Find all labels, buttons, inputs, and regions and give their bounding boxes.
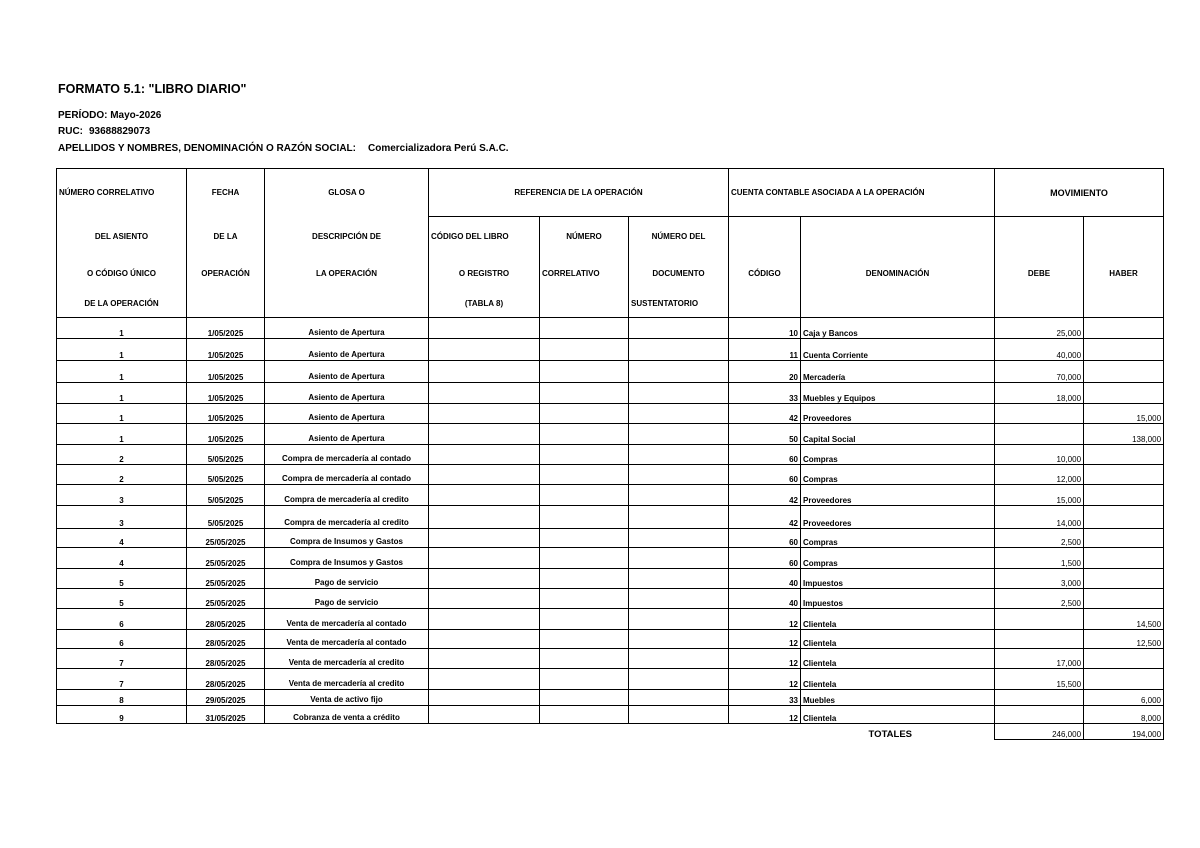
row-haber: 6,000	[1084, 690, 1164, 706]
row-fecha: 1/05/2025	[187, 424, 265, 445]
razon-social-line	[58, 143, 509, 154]
row-numero-doc	[629, 548, 729, 569]
row-codigo-libro	[429, 649, 540, 669]
row-codigo-libro	[429, 630, 540, 649]
row-codigo-libro	[429, 318, 540, 339]
row-debe	[995, 609, 1084, 630]
row-numero-doc	[629, 649, 729, 669]
row-debe: 12,000	[995, 465, 1084, 485]
ledger-body	[57, 318, 1164, 724]
row-fecha: 1/05/2025	[187, 361, 265, 383]
row-codigo: 40	[729, 569, 801, 589]
row-codigo: 12	[729, 649, 801, 669]
row-numero: 9	[57, 706, 187, 724]
row-haber: 8,000	[1084, 706, 1164, 724]
row-denominacion: Clientela	[801, 630, 995, 649]
row-glosa: Venta de mercadería al credito	[265, 669, 429, 690]
row-fecha: 25/05/2025	[187, 589, 265, 609]
row-glosa: Compra de mercadería al credito	[265, 506, 429, 529]
row-numero-doc	[629, 339, 729, 361]
row-numero-corr	[540, 361, 629, 383]
row-codigo: 10	[729, 318, 801, 339]
row-codigo-libro	[429, 465, 540, 485]
row-numero-corr	[540, 465, 629, 485]
header-codigo-libro-2: O REGISTRO	[429, 257, 540, 291]
row-codigo: 60	[729, 465, 801, 485]
row-numero-corr	[540, 649, 629, 669]
row-codigo-libro	[429, 569, 540, 589]
row-codigo: 40	[729, 589, 801, 609]
row-glosa: Asiento de Apertura	[265, 424, 429, 445]
row-numero-doc	[629, 318, 729, 339]
row-numero-doc	[629, 706, 729, 724]
row-denominacion: Proveedores	[801, 506, 995, 529]
header-glosa-3: LA OPERACIÓN	[265, 257, 429, 291]
row-codigo-libro	[429, 548, 540, 569]
row-numero-corr	[540, 404, 629, 424]
row-haber	[1084, 485, 1164, 506]
table-row	[57, 649, 1164, 669]
row-haber	[1084, 445, 1164, 465]
row-debe	[995, 706, 1084, 724]
row-denominacion: Capital Social	[801, 424, 995, 445]
table-row	[57, 589, 1164, 609]
row-codigo-libro	[429, 339, 540, 361]
row-glosa: Compra de mercadería al contado	[265, 445, 429, 465]
row-codigo: 33	[729, 383, 801, 404]
row-debe: 1,500	[995, 548, 1084, 569]
row-denominacion: Muebles	[801, 690, 995, 706]
table-row	[57, 318, 1164, 339]
row-numero-corr	[540, 690, 629, 706]
row-numero-doc	[629, 465, 729, 485]
row-numero: 3	[57, 485, 187, 506]
row-numero-doc	[629, 609, 729, 630]
row-debe	[995, 424, 1084, 445]
row-haber	[1084, 669, 1164, 690]
row-numero-corr	[540, 569, 629, 589]
row-haber	[1084, 383, 1164, 404]
row-denominacion: Mercadería	[801, 361, 995, 383]
row-haber: 138,000	[1084, 424, 1164, 445]
header-fecha-2: DE LA	[187, 217, 265, 257]
header-row-1	[57, 169, 1164, 217]
ruc-value: 93688829073	[89, 126, 151, 137]
row-fecha: 31/05/2025	[187, 706, 265, 724]
row-codigo: 33	[729, 690, 801, 706]
row-codigo-libro	[429, 609, 540, 630]
row-numero: 2	[57, 445, 187, 465]
row-numero-doc	[629, 669, 729, 690]
row-debe: 17,000	[995, 649, 1084, 669]
row-numero: 2	[57, 465, 187, 485]
row-numero-corr	[540, 383, 629, 404]
header-fecha-3: OPERACIÓN	[187, 257, 265, 291]
row-numero-doc	[629, 383, 729, 404]
header-numero-3: O CÓDIGO ÚNICO	[57, 257, 187, 291]
row-glosa: Compra de mercadería al credito	[265, 485, 429, 506]
row-codigo: 12	[729, 609, 801, 630]
table-row	[57, 404, 1164, 424]
row-fecha: 25/05/2025	[187, 548, 265, 569]
row-codigo-libro	[429, 445, 540, 465]
row-numero-corr	[540, 485, 629, 506]
row-denominacion: Compras	[801, 529, 995, 548]
row-fecha: 28/05/2025	[187, 630, 265, 649]
row-debe: 25,000	[995, 318, 1084, 339]
row-denominacion: Impuestos	[801, 589, 995, 609]
row-denominacion: Clientela	[801, 609, 995, 630]
row-numero-corr	[540, 589, 629, 609]
row-glosa: Cobranza de venta a crédito	[265, 706, 429, 724]
table-row	[57, 445, 1164, 465]
row-debe	[995, 630, 1084, 649]
totals-row	[57, 724, 1164, 740]
row-codigo: 60	[729, 529, 801, 548]
row-codigo: 42	[729, 485, 801, 506]
row-haber	[1084, 465, 1164, 485]
row-codigo-libro	[429, 529, 540, 548]
row-numero-corr	[540, 548, 629, 569]
document-title: FORMATO 5.1: "LIBRO DIARIO"	[58, 82, 247, 96]
header-numero-doc-3: SUSTENTATORIO	[629, 291, 729, 318]
row-denominacion: Compras	[801, 465, 995, 485]
row-numero: 1	[57, 424, 187, 445]
row-fecha: 25/05/2025	[187, 529, 265, 548]
header-numero-corr-1: NÚMERO	[540, 217, 629, 257]
row-numero: 1	[57, 339, 187, 361]
row-haber: 12,500	[1084, 630, 1164, 649]
row-numero: 8	[57, 690, 187, 706]
header-cuenta: CUENTA CONTABLE ASOCIADA A LA OPERACIÓN	[729, 169, 995, 217]
row-debe: 14,000	[995, 506, 1084, 529]
header-glosa-2: DESCRIPCIÓN DE	[265, 217, 429, 257]
row-fecha: 5/05/2025	[187, 485, 265, 506]
row-codigo: 50	[729, 424, 801, 445]
row-glosa: Pago de servicio	[265, 569, 429, 589]
row-haber	[1084, 318, 1164, 339]
row-fecha: 28/05/2025	[187, 609, 265, 630]
row-debe	[995, 404, 1084, 424]
row-fecha: 28/05/2025	[187, 669, 265, 690]
row-haber	[1084, 529, 1164, 548]
row-debe: 15,500	[995, 669, 1084, 690]
row-fecha: 5/05/2025	[187, 506, 265, 529]
header-numero-1: NÚMERO CORRELATIVO	[57, 169, 187, 217]
row-numero-corr	[540, 609, 629, 630]
header-debe: DEBE	[995, 257, 1084, 291]
row-numero: 3	[57, 506, 187, 529]
header-denominacion: DENOMINACIÓN	[801, 257, 995, 291]
row-debe: 15,000	[995, 485, 1084, 506]
row-denominacion: Impuestos	[801, 569, 995, 589]
header-haber: HABER	[1084, 257, 1164, 291]
row-glosa: Venta de activo fijo	[265, 690, 429, 706]
row-debe: 10,000	[995, 445, 1084, 465]
header-movimiento: MOVIMIENTO	[995, 169, 1164, 217]
row-numero-doc	[629, 630, 729, 649]
row-numero-corr	[540, 706, 629, 724]
row-debe: 2,500	[995, 529, 1084, 548]
totals-label: TOTALES	[868, 728, 913, 740]
header-numero-4: DE LA OPERACIÓN	[57, 291, 187, 318]
table-row	[57, 383, 1164, 404]
table-row	[57, 485, 1164, 506]
row-glosa: Compra de Insumos y Gastos	[265, 529, 429, 548]
header-numero-doc-2: DOCUMENTO	[629, 257, 729, 291]
row-codigo: 12	[729, 669, 801, 690]
row-numero-corr	[540, 445, 629, 465]
row-denominacion: Proveedores	[801, 404, 995, 424]
row-numero-doc	[629, 690, 729, 706]
row-glosa: Venta de mercadería al contado	[265, 630, 429, 649]
row-fecha: 1/05/2025	[187, 339, 265, 361]
row-numero: 4	[57, 529, 187, 548]
row-numero-corr	[540, 339, 629, 361]
row-haber: 15,000	[1084, 404, 1164, 424]
row-debe: 2,500	[995, 589, 1084, 609]
row-debe: 3,000	[995, 569, 1084, 589]
table-row	[57, 424, 1164, 445]
row-numero: 6	[57, 609, 187, 630]
row-numero-doc	[629, 404, 729, 424]
row-fecha: 25/05/2025	[187, 569, 265, 589]
table-row	[57, 548, 1164, 569]
row-codigo-libro	[429, 383, 540, 404]
table-row	[57, 465, 1164, 485]
row-numero-doc	[629, 361, 729, 383]
row-numero: 1	[57, 383, 187, 404]
row-numero: 4	[57, 548, 187, 569]
ruc-line	[58, 126, 150, 137]
row-numero: 7	[57, 649, 187, 669]
row-numero-doc	[629, 485, 729, 506]
razon-social-value: Comercializadora Perú S.A.C.	[367, 143, 509, 154]
row-codigo-libro	[429, 690, 540, 706]
header-numero-2: DEL ASIENTO	[57, 217, 187, 257]
row-debe: 18,000	[995, 383, 1084, 404]
row-codigo: 20	[729, 361, 801, 383]
libro-diario-table	[56, 168, 1164, 740]
row-fecha: 5/05/2025	[187, 465, 265, 485]
header-codigo-libro-3: (TABLA 8)	[429, 291, 540, 318]
row-haber	[1084, 506, 1164, 529]
row-codigo: 60	[729, 548, 801, 569]
row-numero-doc	[629, 445, 729, 465]
row-denominacion: Clientela	[801, 706, 995, 724]
table-row	[57, 706, 1164, 724]
header-glosa-1: GLOSA O	[265, 169, 429, 217]
row-denominacion: Compras	[801, 445, 995, 465]
row-codigo: 42	[729, 404, 801, 424]
row-numero: 5	[57, 569, 187, 589]
row-glosa: Asiento de Apertura	[265, 339, 429, 361]
row-codigo: 12	[729, 706, 801, 724]
ruc-label: RUC:	[58, 126, 83, 137]
row-debe: 70,000	[995, 361, 1084, 383]
row-codigo: 12	[729, 630, 801, 649]
row-glosa: Pago de servicio	[265, 589, 429, 609]
row-codigo-libro	[429, 424, 540, 445]
row-numero-corr	[540, 630, 629, 649]
header-referencia: REFERENCIA DE LA OPERACIÓN	[429, 169, 729, 217]
row-denominacion: Clientela	[801, 649, 995, 669]
header-numero-corr-2: CORRELATIVO	[540, 257, 629, 291]
row-numero: 5	[57, 589, 187, 609]
row-haber	[1084, 548, 1164, 569]
table-row	[57, 506, 1164, 529]
row-glosa: Compra de Insumos y Gastos	[265, 548, 429, 569]
row-denominacion: Proveedores	[801, 485, 995, 506]
row-numero-corr	[540, 669, 629, 690]
row-codigo: 42	[729, 506, 801, 529]
row-haber	[1084, 649, 1164, 669]
row-haber	[1084, 361, 1164, 383]
row-haber: 14,500	[1084, 609, 1164, 630]
row-numero-doc	[629, 529, 729, 548]
table-row	[57, 339, 1164, 361]
row-glosa: Venta de mercadería al credito	[265, 649, 429, 669]
row-glosa: Asiento de Apertura	[265, 383, 429, 404]
row-codigo-libro	[429, 404, 540, 424]
row-codigo-libro	[429, 506, 540, 529]
row-debe: 40,000	[995, 339, 1084, 361]
row-haber	[1084, 589, 1164, 609]
row-fecha: 28/05/2025	[187, 649, 265, 669]
row-denominacion: Muebles y Equipos	[801, 383, 995, 404]
table-row	[57, 361, 1164, 383]
table-row	[57, 609, 1164, 630]
totals-debe: 246,000	[995, 724, 1084, 740]
row-numero-doc	[629, 569, 729, 589]
row-numero-corr	[540, 318, 629, 339]
table-row	[57, 569, 1164, 589]
header-row-4	[57, 291, 1164, 318]
header-fecha-1: FECHA	[187, 169, 265, 217]
row-codigo: 11	[729, 339, 801, 361]
header-row-3	[57, 257, 1164, 291]
row-glosa: Venta de mercadería al contado	[265, 609, 429, 630]
row-numero-corr	[540, 424, 629, 445]
row-denominacion: Clientela	[801, 669, 995, 690]
row-glosa: Asiento de Apertura	[265, 361, 429, 383]
row-numero: 1	[57, 318, 187, 339]
razon-social-label: APELLIDOS Y NOMBRES, DENOMINACIÓN O RAZÓN SOCIAL:	[58, 143, 356, 154]
header-numero-doc-1: NÚMERO DEL	[629, 217, 729, 257]
row-haber	[1084, 569, 1164, 589]
row-numero: 6	[57, 630, 187, 649]
periodo-line: PERÍODO: Mayo-2026	[58, 110, 162, 121]
table-row	[57, 630, 1164, 649]
row-denominacion: Caja y Bancos	[801, 318, 995, 339]
table-row	[57, 669, 1164, 690]
row-fecha: 5/05/2025	[187, 445, 265, 465]
row-glosa: Compra de mercadería al contado	[265, 465, 429, 485]
row-denominacion: Compras	[801, 548, 995, 569]
row-debe	[995, 690, 1084, 706]
header-codigo-libro-1: CÓDIGO DEL LIBRO	[429, 217, 540, 257]
row-glosa: Asiento de Apertura	[265, 404, 429, 424]
totals-haber: 194,000	[1084, 724, 1164, 740]
row-haber	[1084, 339, 1164, 361]
header-codigo: CÓDIGO	[729, 257, 801, 291]
table-row	[57, 529, 1164, 548]
row-fecha: 29/05/2025	[187, 690, 265, 706]
header-row-2	[57, 217, 1164, 257]
row-fecha: 1/05/2025	[187, 404, 265, 424]
row-fecha: 1/05/2025	[187, 318, 265, 339]
row-numero: 7	[57, 669, 187, 690]
row-codigo: 60	[729, 445, 801, 465]
row-fecha: 1/05/2025	[187, 383, 265, 404]
row-numero-corr	[540, 529, 629, 548]
row-codigo-libro	[429, 589, 540, 609]
table-row	[57, 690, 1164, 706]
row-numero: 1	[57, 404, 187, 424]
row-numero-doc	[629, 589, 729, 609]
row-numero-doc	[629, 424, 729, 445]
row-numero-corr	[540, 506, 629, 529]
row-codigo-libro	[429, 706, 540, 724]
row-denominacion: Cuenta Corriente	[801, 339, 995, 361]
row-glosa: Asiento de Apertura	[265, 318, 429, 339]
row-codigo-libro	[429, 669, 540, 690]
row-numero: 1	[57, 361, 187, 383]
row-codigo-libro	[429, 361, 540, 383]
row-numero-doc	[629, 506, 729, 529]
row-codigo-libro	[429, 485, 540, 506]
